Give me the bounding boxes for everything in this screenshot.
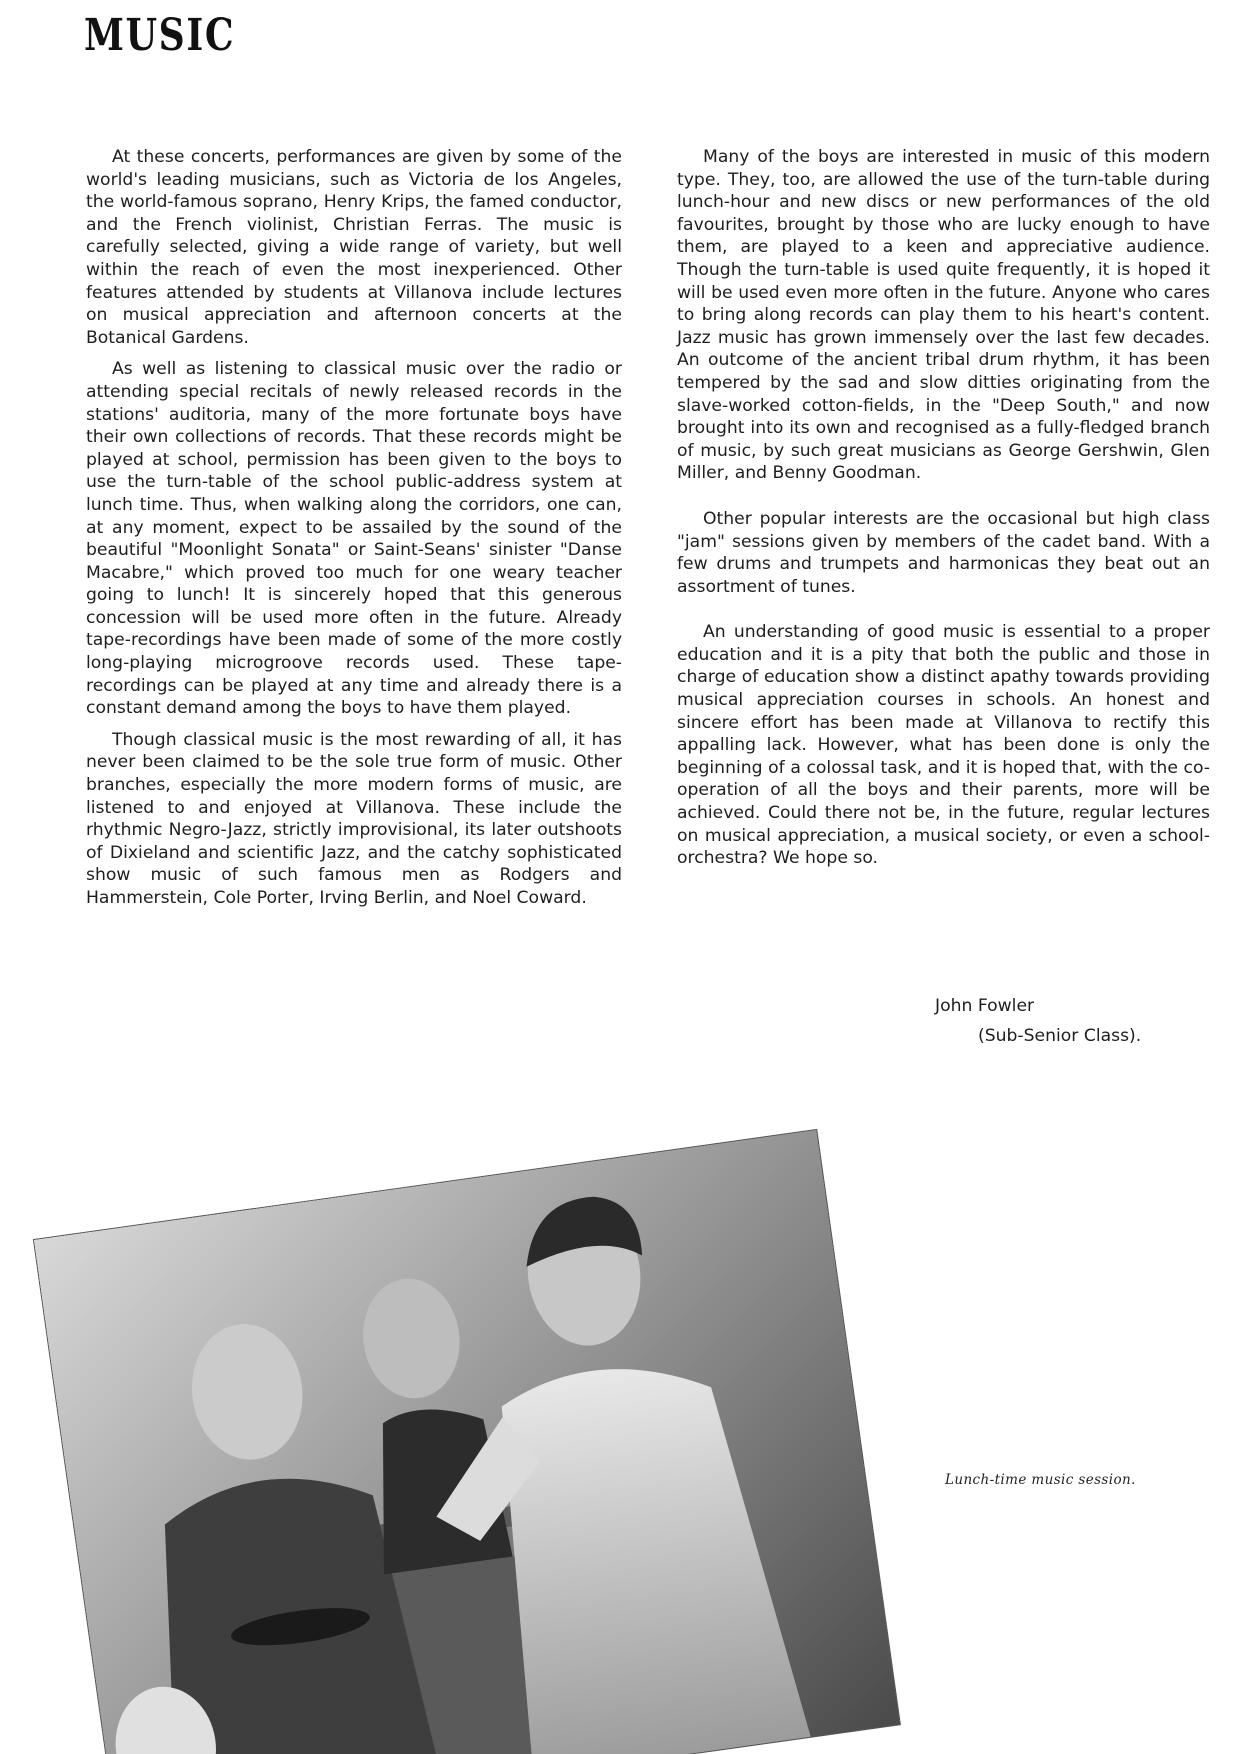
photo-caption: Lunch-time music session. xyxy=(945,1472,1136,1488)
article-paragraph: Though classical music is the most rewarding of all, it has never been claimed to be the sole true form of music. Other branches, especially the more modern forms of music, are listened to and enjoyed at Villanova. These include the rhythmic Negro-Jazz, strictly improvisional, its later outshoots of Dixieland and scientific Jazz, and the catchy sophisticated show music of such famous men as Rodgers and Hammerstein, Cole Porter, Irving Berlin, and Noel Coward. xyxy=(86,729,622,908)
author-class: (Sub-Senior Class). xyxy=(978,1026,1142,1046)
article-left-column xyxy=(86,146,622,919)
photo-container xyxy=(0,1100,1255,1754)
author-name: John Fowler xyxy=(935,996,1035,1016)
article-paragraph: At these concerts, performances are given by some of the world's leading musicians, such as Victoria de los Angeles, the world-famous soprano, Henry Krips, the famed conductor, and the French violinist, Christian Ferras. The music is carefully selected, giving a wide range of variety, but well within the reach of even the most inexperienced. Other features attended by students at Villanova include lectures on musical appreciation and afternoon concerts at the Botanical Gardens. xyxy=(86,147,622,348)
lunch-time-photo xyxy=(34,1130,900,1754)
page-title: MUSIC xyxy=(84,10,236,61)
article-paragraph: Many of the boys are interested in music of this modern type. They, too, are allowed the use of the turn-table during lunch-hour and new discs or new performances of the old favourites, brought by those who are lucky enough to have them, are played to a keen and appreciative audience. Though the turn-table is used quite frequently, it is hoped it will be used even more often in the future. Anyone who cares to bring along records can play them to his heart's content. Jazz music has grown immensely over the last few decades. An outcome of the ancient tribal drum rhythm, it has been tempered by the sad and slow ditties originating from the slave-worked cotton-fields, in the "Deep South," and now brought into its own and recognised as a fully-fledged branch of music, by such great musicians as George Gershwin, Glen Miller, and Benny Goodman. xyxy=(677,147,1210,484)
article-paragraph: As well as listening to classical music over the radio or attending special recitals of newly released records in the stations' auditoria, many of the more fortunate boys have their own collections of records. That these records might be played at school, permission has been given to the boys to use the turn-table of the school public-address system at lunch time. Thus, when walking along the corridors, one can, at any moment, expect to be assailed by the sound of the beautiful "Moonlight Sonata" or Saint-Seans' sinister "Danse Macabre," which proved too much for one weary teacher going to lunch! It is sincerely hoped that this generous concession will be used more often in the future. Already tape-recordings have been made of some of the more costly long-playing microgroove records used. These tape-recordings can be played at any time and already there is a constant demand among the boys to have them played. xyxy=(86,359,622,719)
article-paragraph: An understanding of good music is essential to a proper education and it is a pity that both the public and those in charge of education show a distinct apathy towards providing musical appreciation courses in schools. An honest and sincere effort has been made at Villanova to rectify this appalling lack. However, what has been done is only the beginning of a colossal task, and it is hoped that, with the co-operation of all the boys and their parents, more will be achieved. Could there not be, in the future, regular lectures on musical appreciation, a musical society, or even a school-orchestra? We hope so. xyxy=(677,622,1210,869)
article-right-column xyxy=(677,146,1210,879)
article-paragraph: Other popular interests are the occasional but high class "jam" sessions given by members of the cadet band. With a few drums and trumpets and harmonicas they beat out an assortment of tunes. xyxy=(677,508,1210,597)
photo-illustration xyxy=(34,1130,900,1754)
